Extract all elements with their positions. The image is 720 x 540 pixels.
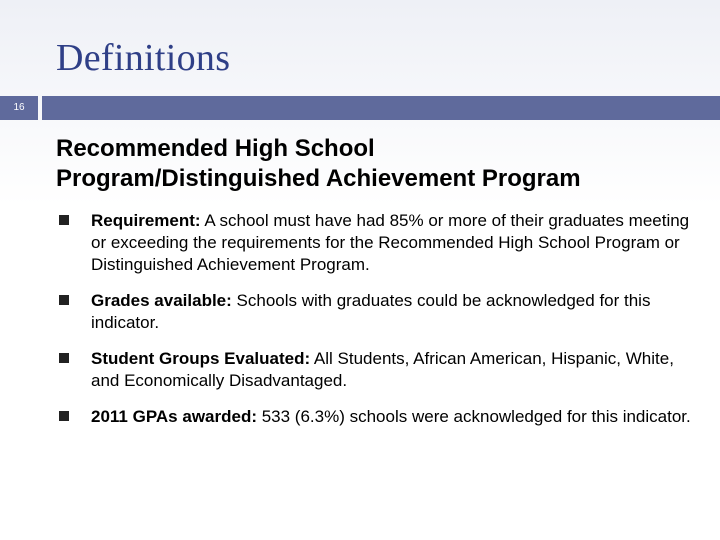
bullet-text: 533 (6.3%) schools were acknowledged for this indicator. [257,407,691,426]
bullet-text: All Students, African American, Hispanic, White, and Economically Disadvantaged. [91,349,674,390]
bullet-item-student-groups [56,348,706,392]
header-divider-bar [42,96,720,120]
bullet-label: Student Groups Evaluated: [91,349,311,368]
square-bullet-icon [59,411,69,421]
bullet-label: Requirement: [91,211,201,230]
square-bullet-icon [59,215,69,225]
slide-number: 16 [0,96,38,120]
bullet-label: 2011 GPAs awarded: [91,407,257,426]
slide-heading [56,134,696,194]
bullet-text: Schools with graduates could be acknowledged for this indicator. [91,291,651,332]
bullet-item-grades-available [56,290,706,334]
bullet-text: A school must have had 85% or more of their graduates meeting or exceeding the requirements for the Recommended High School Program or Distinguished Achievement Program. [91,211,690,274]
square-bullet-icon [59,295,69,305]
bullet-list [56,210,706,442]
slide-title: Definitions [56,37,231,79]
slide-number-band [0,96,720,120]
bullet-item-requirement [56,210,706,276]
bullet-item-gpas-awarded [56,406,706,428]
bullet-label: Grades available: [91,291,232,310]
slide-heading-line-1: Recommended High School [56,135,375,162]
slide-heading-line-2: Program/Distinguished Achievement Program [56,165,581,192]
square-bullet-icon [59,353,69,363]
